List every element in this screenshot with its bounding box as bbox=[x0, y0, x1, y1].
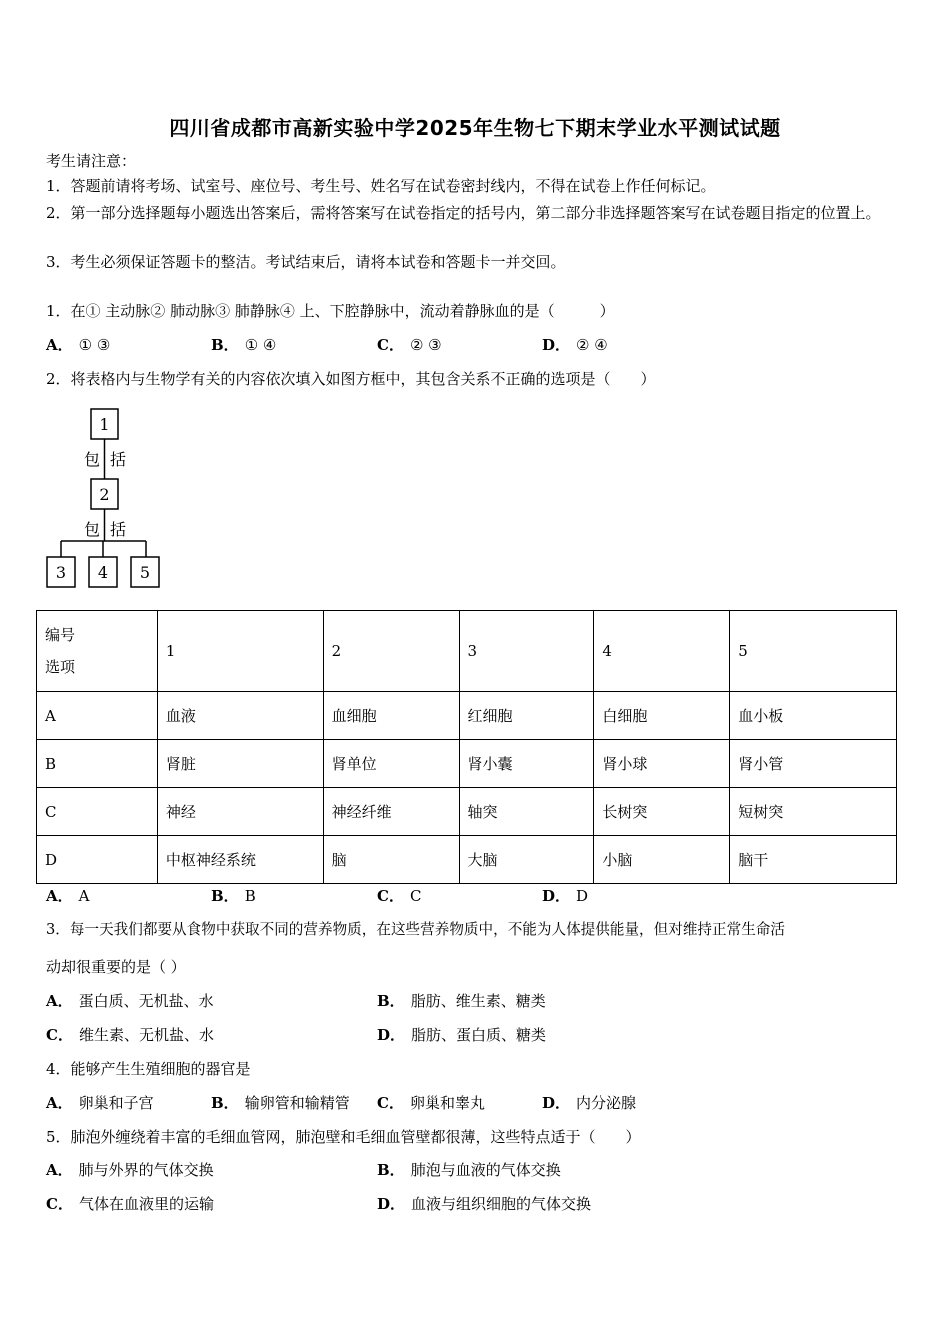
table-cell: 神经 bbox=[157, 788, 323, 836]
notice-item-2: 2．第一部分选择题每小题选出答案后，需将答案写在试卷指定的括号内，第二部分非选择题答案写在试卷题目指定的位置上。 bbox=[46, 204, 881, 222]
table-cell: 血小板 bbox=[730, 692, 897, 740]
q4-option-d[interactable]: D． 内分泌腺 bbox=[542, 1094, 637, 1112]
diagram-label-4: 4 bbox=[97, 563, 109, 582]
q2-option-a[interactable]: A． A bbox=[46, 887, 90, 905]
row-label: D bbox=[37, 836, 158, 884]
table-cell: 血细胞 bbox=[323, 692, 459, 740]
q3-stem-line2: 动却很重要的是（ ） bbox=[46, 958, 186, 976]
table-row bbox=[37, 788, 897, 836]
q5-option-a[interactable]: A． 肺与外界的气体交换 bbox=[46, 1161, 214, 1179]
notice-heading: 考生请注意： bbox=[46, 152, 137, 170]
table-row bbox=[37, 836, 897, 884]
q3-option-a[interactable]: A． 蛋白质、无机盐、水 bbox=[46, 992, 214, 1010]
table-col-header: 4 bbox=[594, 611, 730, 692]
diagram-label-1: 1 bbox=[99, 415, 110, 434]
table-cell: 小脑 bbox=[594, 836, 730, 884]
q5-option-c[interactable]: C． 气体在血液里的运输 bbox=[46, 1195, 214, 1213]
table-cell: 长树突 bbox=[594, 788, 730, 836]
q3-option-c[interactable]: C． 维生素、无机盐、水 bbox=[46, 1026, 214, 1044]
table-row bbox=[37, 740, 897, 788]
row-label: A bbox=[37, 692, 158, 740]
q2-option-d[interactable]: D． D bbox=[542, 887, 589, 905]
table-cell: 肾单位 bbox=[323, 740, 459, 788]
q2-table bbox=[36, 610, 897, 884]
q1-option-d[interactable]: D． ② ④ bbox=[542, 336, 608, 354]
row-label: C bbox=[37, 788, 158, 836]
diagram-include-2a: 包 bbox=[84, 520, 101, 539]
q4-stem: 4．能够产生生殖细胞的器官是 bbox=[46, 1060, 251, 1078]
table-cell: 脑干 bbox=[730, 836, 897, 884]
table-col-header: 1 bbox=[157, 611, 323, 692]
table-header-row bbox=[37, 611, 897, 692]
table-cell: 脑 bbox=[323, 836, 459, 884]
q1-option-c[interactable]: C． ② ③ bbox=[377, 336, 442, 354]
table-col-header: 5 bbox=[730, 611, 897, 692]
table-header-corner: 编号 选项 bbox=[37, 611, 158, 692]
table-cell: 短树突 bbox=[730, 788, 897, 836]
diagram-label-2: 2 bbox=[99, 485, 110, 504]
table-cell: 白细胞 bbox=[594, 692, 730, 740]
diagram-include-1b: 括 bbox=[110, 450, 127, 469]
table-cell: 神经纤维 bbox=[323, 788, 459, 836]
table-cell: 中枢神经系统 bbox=[157, 836, 323, 884]
q3-option-d[interactable]: D． 脂肪、蛋白质、糖类 bbox=[377, 1026, 547, 1044]
notice-item-3: 3．考生必须保证答题卡的整洁。考试结束后，请将本试卷和答题卡一并交回。 bbox=[46, 253, 566, 271]
notice-item-1: 1．答题前请将考场、试室号、座位号、考生号、姓名写在试卷密封线内，不得在试卷上作任何标记。 bbox=[46, 177, 716, 195]
table-cell: 大脑 bbox=[459, 836, 594, 884]
q4-option-a[interactable]: A． 卵巢和子宫 bbox=[46, 1094, 154, 1112]
diagram-include-2b: 括 bbox=[110, 520, 127, 539]
q1-option-a[interactable]: A． ① ③ bbox=[46, 336, 111, 354]
table-col-header: 2 bbox=[323, 611, 459, 692]
q2-option-c[interactable]: C． C bbox=[377, 887, 422, 905]
page-title: 四川省成都市高新实验中学2025年生物七下期末学业水平测试试题 bbox=[169, 116, 781, 140]
inclusion-diagram bbox=[40, 405, 170, 590]
q5-stem: 5．肺泡外缠绕着丰富的毛细血管网，肺泡壁和毛细血管壁都很薄，这些特点适于（ ） bbox=[46, 1128, 641, 1146]
q3-option-b[interactable]: B． 脂肪、维生素、糖类 bbox=[377, 992, 546, 1010]
table-row bbox=[37, 692, 897, 740]
table-cell: 肾小球 bbox=[594, 740, 730, 788]
q4-option-b[interactable]: B． 输卵管和输精管 bbox=[211, 1094, 350, 1112]
q5-option-b[interactable]: B． 肺泡与血液的气体交换 bbox=[377, 1161, 561, 1179]
table-cell: 红细胞 bbox=[459, 692, 594, 740]
q3-stem-line1: 3．每一天我们都要从食物中获取不同的营养物质，在这些营养物质中，不能为人体提供能量，但对维持正常生命活 bbox=[46, 921, 785, 938]
table-cell: 肾脏 bbox=[157, 740, 323, 788]
q5-option-d[interactable]: D． 血液与组织细胞的气体交换 bbox=[377, 1195, 592, 1213]
q4-option-c[interactable]: C． 卵巢和睾丸 bbox=[377, 1094, 485, 1112]
diagram-include-1a: 包 bbox=[84, 450, 101, 469]
table-col-header: 3 bbox=[459, 611, 594, 692]
q1-option-b[interactable]: B． ① ④ bbox=[211, 336, 277, 354]
diagram-label-5: 5 bbox=[139, 563, 151, 582]
q2-option-b[interactable]: B． B bbox=[211, 887, 256, 905]
q1-stem: 1．在① 主动脉② 肺动脉③ 肺静脉④ 上、下腔静脉中，流动着静脉血的是（ ） bbox=[46, 302, 615, 320]
q2-stem: 2．将表格内与生物学有关的内容依次填入如图方框中，其包含关系不正确的选项是（ ） bbox=[46, 370, 656, 388]
table-cell: 血液 bbox=[157, 692, 323, 740]
table-cell: 肾小管 bbox=[730, 740, 897, 788]
table-cell: 轴突 bbox=[459, 788, 594, 836]
table-cell: 肾小囊 bbox=[459, 740, 594, 788]
row-label: B bbox=[37, 740, 158, 788]
diagram-label-3: 3 bbox=[55, 563, 67, 582]
